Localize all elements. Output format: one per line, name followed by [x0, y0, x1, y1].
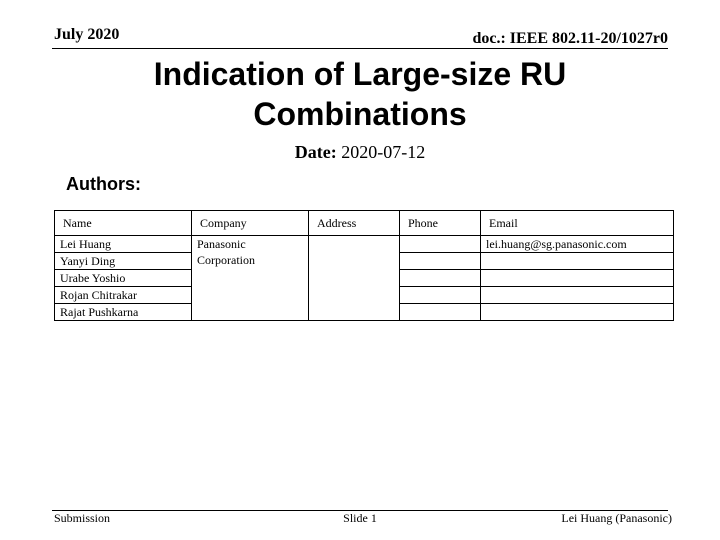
- col-header-phone: Phone: [400, 211, 481, 236]
- author-name: Urabe Yoshio: [55, 270, 192, 287]
- footer-slide-number: Slide 1: [343, 511, 377, 525]
- header-date: July 2020: [54, 26, 120, 43]
- footer-author: Lei Huang (Panasonic): [561, 511, 672, 525]
- col-header-company: Company: [192, 211, 309, 236]
- date-label: Date:: [294, 142, 337, 162]
- date-value: 2020-07-12: [341, 142, 426, 162]
- author-company: [192, 236, 309, 321]
- author-name: Yanyi Ding: [55, 253, 192, 270]
- author-email: lei.huang@sg.panasonic.com: [481, 236, 674, 253]
- slide-title-line2: Combinations: [253, 96, 467, 132]
- author-phone: [400, 253, 481, 270]
- date-line: [60, 142, 660, 163]
- authors-heading: Authors:: [66, 174, 141, 194]
- slide-title-line1: Indication of Large-size RU: [153, 56, 567, 92]
- company-line2: Corporation: [197, 253, 255, 267]
- author-name: Lei Huang: [55, 236, 192, 253]
- col-header-address: Address: [309, 211, 400, 236]
- header-doc-id: doc.: IEEE 802.11-20/1027r0: [472, 30, 668, 47]
- author-name: Rojan Chitrakar: [55, 287, 192, 304]
- author-address: [309, 236, 400, 321]
- authors-table: [54, 210, 674, 321]
- author-name: Rajat Pushkarna: [55, 304, 192, 321]
- table-header-row: [55, 211, 674, 236]
- author-email: [481, 253, 674, 270]
- author-email: [481, 287, 674, 304]
- author-phone: [400, 304, 481, 321]
- author-phone: [400, 287, 481, 304]
- author-email: [481, 304, 674, 321]
- slide-title: [60, 54, 660, 134]
- author-phone: [400, 236, 481, 253]
- table-row: [55, 236, 674, 253]
- author-phone: [400, 270, 481, 287]
- header-divider: [52, 48, 668, 49]
- col-header-email: Email: [481, 211, 674, 236]
- author-email: [481, 270, 674, 287]
- footer-submission: Submission: [54, 511, 111, 525]
- col-header-name: Name: [55, 211, 192, 236]
- company-line1: Panasonic: [197, 237, 246, 251]
